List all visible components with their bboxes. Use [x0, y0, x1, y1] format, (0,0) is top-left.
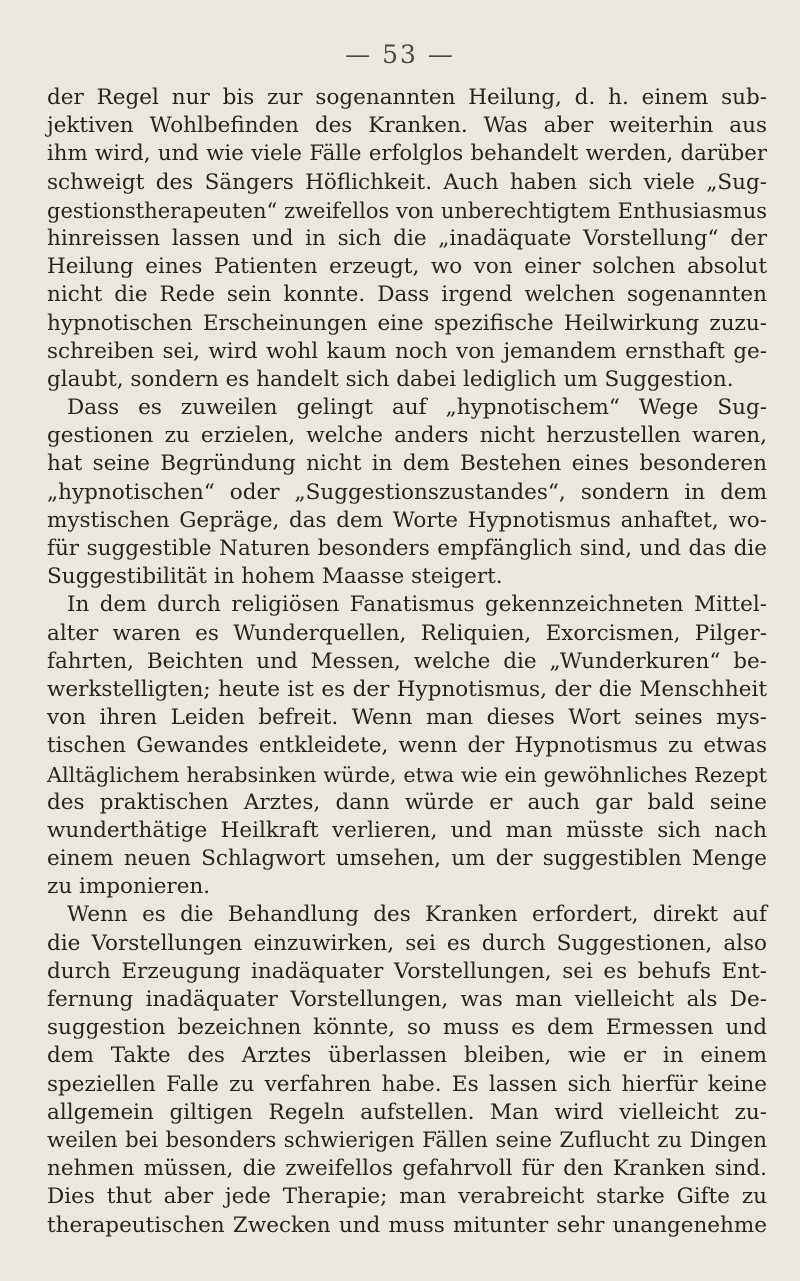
text-line: mystischen Gepräge, das dem Worte Hypnotismus anhaftet, wo-	[47, 507, 767, 533]
text-line: jektiven Wohlbefinden des Kranken. Was aber weiterhin aus	[47, 113, 767, 139]
text-line: allgemein giltigen Regeln aufstellen. Man wird vielleicht zu-	[47, 1099, 767, 1125]
text-line: Dies thut aber jede Therapie; man verabreicht starke Gifte zu	[47, 1184, 767, 1210]
text-line: der Regel nur bis zur sogenannten Heilung, d. h. einem sub-	[47, 85, 767, 110]
text-line: von ihren Leiden befreit. Wenn man dieses Wort seines mys-	[47, 705, 767, 731]
text-line: fahrten, Beichten und Messen, welche die „Wunderkuren“ be-	[47, 648, 767, 674]
text-line: schweigt des Sängers Höflichkeit. Auch haben sich viele „Sug-	[47, 169, 767, 195]
text-line: gestionstherapeuten“ zweifellos von unberechtigtem Enthusiasmus	[47, 198, 767, 223]
text-line: Suggestibilität in hohem Maasse steigert.	[47, 564, 503, 590]
text-line: weilen bei besonders schwierigen Fällen seine Zuflucht zu Dingen	[47, 1127, 767, 1153]
text-line: für suggestible Naturen besonders empfänglich sind, und das die	[47, 536, 767, 561]
text-line: einem neuen Schlagwort umsehen, um der suggestiblen Menge	[47, 846, 767, 872]
text-line: nicht die Rede sein konnte. Dass irgend welchen sogenannten	[47, 282, 767, 308]
text-line: durch Erzeugung inadäquater Vorstellungen, sei es behufs Ent-	[47, 958, 767, 984]
text-line: hypnotischen Erscheinungen eine spezifische Heilwirkung zuzu-	[47, 310, 767, 336]
text-line: tischen Gewandes entkleidete, wenn der Hypnotismus zu etwas	[47, 733, 767, 759]
text-line: Wenn es die Behandlung des Kranken erfordert, direkt auf	[67, 902, 767, 928]
text-line: „hypnotischen“ oder „Suggestionszustandes“, sondern in dem	[47, 479, 767, 505]
text-line: wunderthätige Heilkraft verlieren, und man müsste sich nach	[47, 817, 767, 843]
text-line: Alltäglichem herabsinken würde, etwa wie ein gewöhnliches Rezept	[47, 762, 767, 787]
text-line: ihm wird, und wie viele Fälle erfolglos behandelt werden, darüber	[47, 141, 767, 167]
text-line: glaubt, sondern es handelt sich dabei lediglich um Suggestion.	[47, 366, 734, 392]
text-line: schreiben sei, wird wohl kaum noch von jemandem ernsthaft ge-	[47, 338, 767, 364]
text-line: speziellen Falle zu verfahren habe. Es lassen sich hierfür keine	[47, 1071, 767, 1097]
text-line: therapeutischen Zwecken und muss mitunter sehr unangenehme	[47, 1212, 767, 1238]
text-line: werkstelligten; heute ist es der Hypnotismus, der die Menschheit	[47, 676, 767, 702]
text-line: suggestion bezeichnen könnte, so muss es dem Ermessen und	[47, 1015, 767, 1041]
text-line: alter waren es Wunderquellen, Reliquien, Exorcismen, Pilger-	[47, 620, 767, 646]
text-line: die Vorstellungen einzuwirken, sei es durch Suggestionen, also	[47, 930, 767, 956]
text-line: fernung inadäquater Vorstellungen, was man vielleicht als De-	[47, 987, 767, 1012]
text-line: hat seine Begründung nicht in dem Bestehen eines besonderen	[47, 451, 767, 477]
text-line: In dem durch religiösen Fanatismus gekennzeichneten Mittel-	[67, 592, 767, 618]
page-number: — 53 —	[345, 40, 455, 69]
text-line: dem Takte des Arztes überlassen bleiben, wie er in einem	[47, 1043, 767, 1069]
text-line: des praktischen Arztes, dann würde er auch gar bald seine	[47, 789, 767, 815]
text-line: hinreissen lassen und in sich die „inadäquate Vorstellung“ der	[47, 225, 767, 251]
text-line: gestionen zu erzielen, welche anders nicht herzustellen waren,	[47, 423, 767, 449]
body-text	[47, 84, 767, 1240]
text-line: zu imponieren.	[47, 874, 211, 900]
text-line: nehmen müssen, die zweifellos gefahrvoll für den Kranken sind.	[47, 1156, 767, 1182]
text-line: Heilung eines Patienten erzeugt, wo von einer solchen absolut	[47, 254, 767, 280]
text-line: Dass es zuweilen gelingt auf „hypnotischem“ Wege Sug-	[67, 395, 767, 421]
